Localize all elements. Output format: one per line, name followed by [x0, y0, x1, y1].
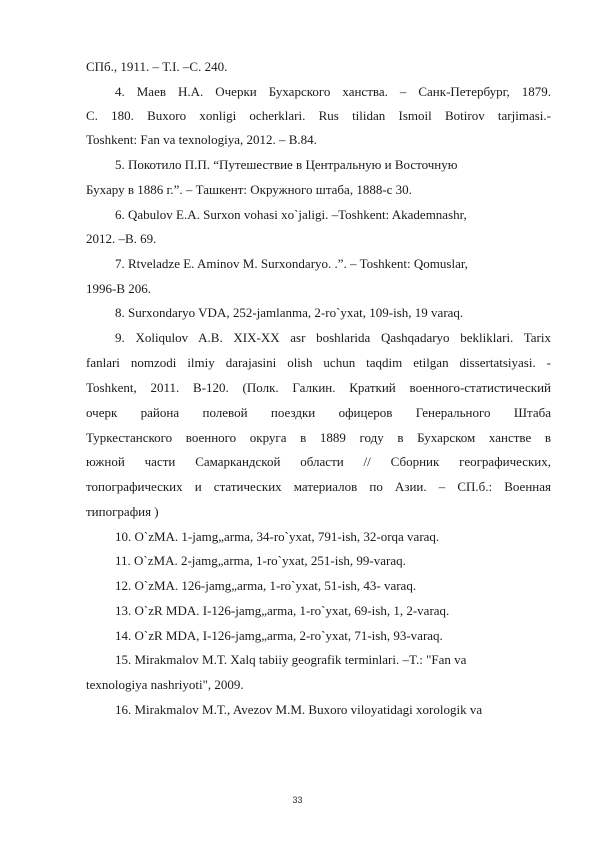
ref-7-line-2: 1996-B 206. [86, 281, 151, 296]
ref-6-line-1: 6. Qabulov E.A. Surxon vohasi xo`jaligi. –Toshkent: Akademnashr, [115, 207, 467, 222]
ref-14-line-1: 14. O`zR MDA, I-126-jamg„arma, 2-ro`yxat, 71-ish, 93-varaq. [115, 628, 443, 643]
ref-8-line-1: 8. Surxondaryo VDA, 252-jamlanma, 2-ro`yxat, 109-ish, 19 varaq. [115, 305, 464, 320]
ref-4-line-2: С. 180. Buxoro xonligi ocherklari. Rus tilidan Ismoil Botirov tarjimasi.- [86, 108, 551, 123]
ref-4-line-1: 4. Маев Н.А. Очерки Бухарского ханства. – Санк-Петербург, 1879. [115, 84, 551, 99]
ref-11-line-1: 11. O`zMA. 2-jamg„arma, 1-ro`yxat, 251-ish, 99-varaq. [115, 553, 406, 568]
ref-9-line-6: южной части Самаркандской области // Сборник географических, [86, 454, 551, 469]
ref-9-line-7: топографических и статических материалов по Азии. – СП.б.: Военная [86, 479, 551, 494]
ref-15-line-1: 15. Mirakmalov M.T. Xalq tabiiy geografik terminlari. –T.: "Fan va [115, 652, 467, 667]
ref-5-line-2: Бухару в 1886 г.”. – Ташкент: Окружного штаба, 1888-с 30. [86, 182, 412, 197]
ref-9-line-3: Toshkent, 2011. B-120. (Полк. Галкин. Краткий военного-статистический [86, 380, 551, 395]
ref-9-line-4: очерк района полевой поездки офицеров Генерального Штаба [86, 405, 551, 420]
ref-5-line-1: 5. Покотило П.П. “Путешествие в Центральную и Восточную [115, 157, 458, 172]
ref-6-line-2: 2012. –B. 69. [86, 231, 157, 246]
ref-13-line-1: 13. O`zR MDA. I-126-jamg„arma, 1-ro`yxat, 69-ish, 1, 2-varaq. [115, 603, 450, 618]
ref-15-line-2: texnologiya nashriyoti", 2009. [86, 677, 244, 692]
ref-12-line-1: 12. O`zMA. 126-jamg„arma, 1-ro`yxat, 51-ish, 43- varaq. [115, 578, 417, 593]
ref-9-line-8: типография ) [86, 504, 159, 519]
ref-3-line-2: СПб., 1911. – Т.I. –С. 240. [86, 59, 228, 74]
ref-9-line-2: fanlari nomzodi ilmiy darajasini olish uchun taqdim etilgan dissertatsiyasi. - [86, 355, 551, 370]
ref-7-line-1: 7. Rtveladze E. Aminov M. Surxondaryo. .”. – Toshkent: Qomuslar, [115, 256, 468, 271]
ref-9-line-5: Туркестанского военного округа в 1889 году в Бухарском ханстве в [86, 430, 551, 445]
page-number: 33 [292, 795, 303, 805]
ref-10-line-1: 10. O`zMA. 1-jamg„arma, 34-ro`yxat, 791-ish, 32-orqa varaq. [115, 529, 440, 544]
ref-16-line-1: 16. Mirakmalov M.T., Avezov M.M. Buxoro viloyatidagi xorologik va [115, 702, 483, 717]
ref-9-line-1: 9. Xoliqulov A.B. XIX-XX asr boshlarida Qashqadaryo bekliklari. Tarix [115, 330, 551, 345]
ref-4-line-3: Toshkent: Fan va texnologiya, 2012. – В.84. [86, 132, 317, 147]
